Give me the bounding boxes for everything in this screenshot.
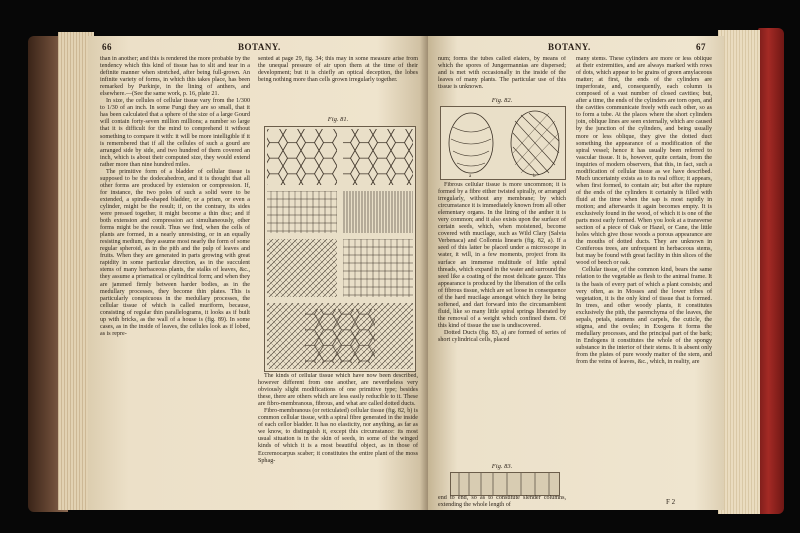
left-column-2-top bbox=[258, 56, 418, 116]
left-column-2-bottom bbox=[258, 373, 418, 508]
left-page-number: 66 bbox=[102, 42, 112, 52]
right-column-1-top bbox=[438, 56, 566, 96]
right-col1-para-1: Fibrous cellular tissue is more uncommon; it is formed by a fibre either twisted spirally, or arranged irregularly, without any membrane; by which circumstance it is immediately known from all other elementary organs. In the lining of the anther it is very common; and it also exists upon the surface of certain seeds, which, when moistened, become covered with mucilage, such as Wild Clary (Salvia Verbenaca) and Collomia linearis (fig. 82, a). If a seed of this latter be placed under a microscope in water, it will, in a few moments, project from its surface an immense multitude of little spiral threads, which expand in the water and surround the seed like a coating of the most delicate gauze. This appearance is produced by the liberation of the cells of fibrous tissue, which are set loose in consequence of the hard mucilage amongst which they lie being softened, and dart forward into the circumambient fluid, like so many little spiral springs liberated by the removal of a weight which confined them. Of this kind of tissue the use is undiscovered. bbox=[438, 182, 566, 329]
left-col1-para-1: than in another; and this is rendered the more probable by the tendency which this kind of tissue has to slit and tear in a definite manner when stretched, after being full-grown. An infinite variety of forms, in which this takes place, has been remarked by Purkinje, in the lining of anthers, and elsewhere.—(See the same work, p. 16, plate 21. bbox=[100, 56, 250, 98]
fig-83-label: Fig. 83. bbox=[491, 463, 513, 470]
right-column-1-bottom bbox=[438, 495, 566, 510]
left-running-head: BOTANY. bbox=[238, 42, 281, 52]
right-column-2 bbox=[576, 56, 712, 500]
right-col1-para-bottom: end to end, so as to constitute slender columns, extending the whole length of bbox=[438, 495, 566, 509]
page-edges-right bbox=[718, 30, 760, 514]
right-col1-para-2: Dotted Ducts (fig. 83, a) are formed of series of short cylindrical cells, placed bbox=[438, 329, 566, 344]
left-col2-para-2: Fibro-membranous (or reticulated) cellular tissue (fig. 82, b) is common cellular tissue, with a spiral fibre generated in the inside of each cellor bladder. It has no elasticity, nor anything, as far as we know, to distinguish it, except this circumstance: its most usual situation is in the skin of seeds, in some of the winged kinds of which it is a most beautiful object, as in those of Eccremocarpus scaber; it constitutes the entire plant of the moss Sphag- bbox=[258, 408, 418, 464]
fig-83-illustration bbox=[450, 472, 560, 496]
left-col2-para-top: sented at page 29, fig. 34; this may in some measure arise from the unequal pressure of air upon them at the time of their development; but it is chiefly an optical deception, the lobes being nothing more than cells grown irregularly together. bbox=[258, 56, 418, 84]
right-col1-para-top: num; forms the tubes called elaters, by means of which the spores of Jungermannias are dispersed; and is met with occasionally in the inside of the leaves of many plants. The particular use of this tissue is unknown. bbox=[438, 56, 566, 91]
right-col2-para-2: Cellular tissue, of the common kind, bears the same relation to the vegetable as flesh to the animal frame. It is the basis of every part of which a plant consists; and very often, as in Mosses and the lower tribes of vegetation, it is the only kind of tissue that is formed. In trees, and other woody plants, it constitutes exclusively the pith, the parenchyma of the leaves, the sepals, petals, stamens and carpels, the cuticle, the stigma, and the ovules; in Exogens it forms the medullary processes, and the principal part of the bark; in Endogens it constitutes the whole of the spongy substance in the interior of their stems. It is absent only from the plates of pure woody matter of the stem, and from the veins of leaves, &c., which, in reality, are bbox=[576, 267, 712, 366]
open-book bbox=[28, 22, 786, 518]
signature-mark: F 2 bbox=[666, 498, 676, 506]
fig-81-label: Fig. 81. bbox=[327, 116, 349, 123]
left-col2-para-1: The kinds of cellular tissue which have now been described, however different from one another, are nevertheless very obviously slight modifications of one primitive type; besides these, there are others which are less easily reducible to it. These are fibro-membranous, fibrous, and what are called dotted ducts. bbox=[258, 373, 418, 408]
right-page-number: 67 bbox=[696, 42, 706, 52]
svg-text:b: b bbox=[533, 174, 536, 179]
right-col2-para-1: many stems. These cylinders are more or less oblique at their extremities, and are always marked with rows of dots, which appear to be grains of green amylaceous matter; at first, the ends of the cylinders are imperforate, and, consequently, each column is composed of a vast number of closed cavities; but, after a time, the ends of the cylinders are torn open, and the cavities communicate freely with each other, so as to form a tube. At the places where the short cylinders join, oblique lines are seen externally, which are caused by the junction of the cylinders, and being usually more or less oblique, they give the dotted duct something the appearance of a modification of the spiral vessel; hence it has usually been referred to vascular tissue. It is, however, quite certain, from the inquiries of modern observers, that this, in fact, such a modification of cellular tissue as we have described. Much uncertainty exists as to its real office; it appears, when first formed, to contain air; but after the rupture of the ends of the cylinders it certainly is filled with fluid at the time when the sap is most rapidly in motion; and afterwards it again becomes empty. It is exclusively found in the wood, of which it is one of the parts most early formed. When you look at a transverse section of a piece of Oak or Hazel, or Cane, the little holes which give those woods a porous appearance are the mouths of dotted ducts. They are unknown in Coniferous trees, are unfrequent in herbaceous stems, but may be found with great facility in thin slices of the wood of beech or oak. bbox=[576, 56, 712, 267]
fig-82-label: Fig. 82. bbox=[491, 97, 513, 104]
fig-81-illustration bbox=[264, 126, 416, 372]
right-column-1-mid bbox=[438, 182, 566, 462]
left-column-1 bbox=[100, 56, 250, 508]
right-page bbox=[428, 36, 724, 510]
right-running-head: BOTANY. bbox=[548, 42, 591, 52]
left-col1-para-3: The primitive form of a bladder of cellular tissue is supposed to be the dodecahedron, and it is thought that all other forms are produced by extension or compression. If, for instance, the two poles of such a solid were to be extended, a spindle-shaped bladder, or a prism, or even a cylinder, might be the result; if, on the contrary, its sides were pressed together, it might become a thin disc; and if both extension and compression act simultaneously, other forms might be the result. Thus we find, when the cells of plants are formed, in a nearly unresisting, or in an equally resisting medium, they assume most nearly the form of some regular spheroid, as in the pith and the pulp of leaves and fruits. When they are generated in parts growing with great rapidity in some particular direction, as in the succulent stems of many herbaceous plants, the stalks of leaves, &c., they assume a prismatical or cylindrical form; and when they are jammed firmly between harder bodies, as in the medullary processes, they become thin plates. This is particularly conspicuous in the medullary processes, the cellular tissue of which is called muriform, because, consisting of regular thin parallelograms, it looks as if built up with bricks, as the wall of a house is (fig. 89). In some cases, as in the inside of leaves, the cellules look as if lobed, as is repre- bbox=[100, 168, 250, 337]
book-cover-right bbox=[758, 28, 784, 514]
fig-82-illustration bbox=[440, 106, 566, 180]
left-page bbox=[88, 36, 428, 510]
left-col1-para-2: In size, the cellules of cellular tissue vary from the 1/300 to 1/30 of an inch. In some Fungi they are so small, that it has been calculated that a sphere of the size of a large Gourd will contain forty-seven million millions; a number so large that it is difficult for the mind to comprehend it without something to compare it with: it will be more intelligible if it is remembered that if all the cellules of such a gourd are arranged side by side, and two hundred of them covered an inch, which is about their computed size, they would extend rather more than nine hundred miles. bbox=[100, 98, 250, 168]
svg-text:a: a bbox=[469, 174, 472, 179]
